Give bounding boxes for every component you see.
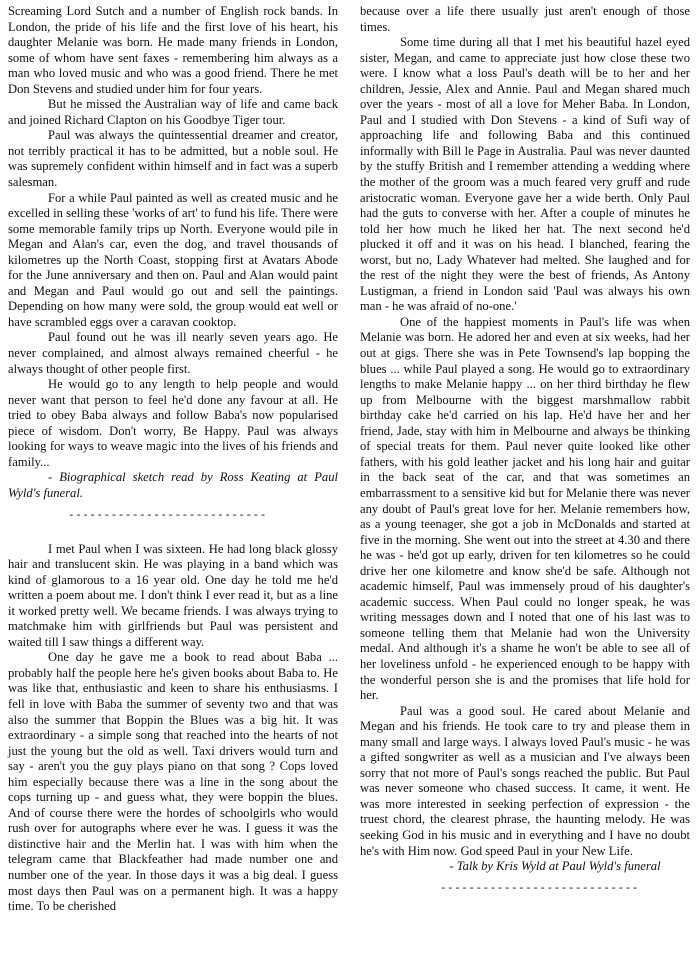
paragraph: One of the happiest moments in Paul's life was when Melanie was born. He adored her and even at six weeks, had her out at gigs. There she was in Pete Townsend's lap bopping the blues ... while Paul played a song. He would go to extraordinary lengths to make Melanie happy ... on her third birthday he flew up from Melbourne with the biggest marshmallow rabbit birthday cake he'd carried on his lap. He'd have her and her friend, Jade, stay with him in Melbourne and always be thinking of special treats for them. Paul never quite looked like other fathers, with his gold leather jacket and his long hair and guitar in the back seat of the car, and that was sometimes an embarrassment to a sensitive kid but for Melanie there was never any doubt of Paul's great love for her. Melanie remembers how, as a young teenager, she got a job in McDonalds and started at five in the morning. She went out into the street at 4.30 and there he was - he'd got up early, driven for ten kilometres so he could drive her one kilometre and know she'd be safe. Although not academic himself, Paul was immensely proud of his daughter's academic success. When Paul could no longer speak, he was writing messages down and I noted that one of his last was to someone telling them that Melanie had won the University medal. And although it's a shame he won't be able to see all of her loveliness unfold - he experienced enough to be happy with the wonderful person she is and the promises that life hold for her. <box>360 314 690 703</box>
paragraph: Some time during all that I met his beautiful hazel eyed sister, Megan, and came to appreciate just how close these two were. I know what a loss Paul's death will be to her and her children, Jessie, Alex and Annie. Paul and Megan shared much over the years - most of all a love for Meher Baba. In London, Paul and I studied with Don Stevens - a kind of Sufi way of approaching life and following Baba and this continued informally with Bill le Page in Australia. Paul was never daunted by the stuffy British and I remember attending a wedding where the mother of the groom was a much feared very gruff and rude aristocratic woman. Everyone gave her a wide berth. Only Paul had the guts to converse with her. After a couple of minutes he told her how much he liked her hat. The next second he'd plucked it off and it was on his head. I blanched, fearing the worst, but no, Lady Whatever had melted. She laughed and for the rest of the night they were the best of friends, As Antony Lustigman, a friend in London said 'Paul was always his own man - he was afraid of no-one.' <box>360 35 690 314</box>
paragraph: Paul was a good soul. He cared about Melanie and Megan and his friends. He took care to try and please them in many small and large ways. I always loved Paul's music - he was a gifted songwriter as well as a musician and I've always been sorry that not more of Paul's songs reached the public. But Paul was never someone who chased success. It came, it went. He was more interested in seeking perfection of expression - the truest chord, the clearest phrase, the haunting melody. He was seeking God in his music and in everything and I have no doubt he's with Him now. God speed Paul in your New Life. <box>360 703 690 858</box>
paragraph: Paul found out he was ill nearly seven years ago. He never complained, and almost always remained cheerful - he always thought of other people first. <box>8 330 338 376</box>
section-divider: ---------------------------- <box>68 509 267 522</box>
paragraph: One day he gave me a book to read about Baba ... probably half the people here he's given books about Baba to. He was like that, enthusiastic and keen to share his enthusiasms. I fell in love with Baba the summer of seventy two and that was also the summer that Boppin the Blues was a big hit. It was extraordinary - a simple song that reached into the hearts of not just the young but the old as well. Taxi drivers would turn and say - aren't you the guy plays piano on that song ? Cops loved him especially because there was a line in the song about the cops turning up - and guess what, they were boppin the blues. And of course there were the hordes of schoolgirls who would rush over for autographs where ever he was. I guess it was the distinctive hair and the Merlin hat. I was with him when the telegram came that Blackfeather had made number one and number one of the year. In those days it was a big deal. I guess most days then Paul was on a permanent high. It was a happy time. To be cherished <box>8 650 338 914</box>
paragraph: But he missed the Australian way of life and came back and joined Richard Clapton on his Goodbye Tiger tour. <box>8 97 338 127</box>
section-divider: ---------------------------- <box>440 882 639 895</box>
left-column <box>8 4 338 977</box>
paragraph: because over a life there usually just aren't enough of those times. <box>360 4 690 34</box>
paragraph: Paul was always the quintessential dreamer and creator, not terribly practical it has to be admitted, but a noble soul. He was supremely confident within himself and in fact was a superb salesman. <box>8 128 338 190</box>
paragraph: I met Paul when I was sixteen. He had long black glossy hair and translucent skin. He was playing in a band which was kind of glamorous to a 16 year old. One day he told me he'd written a poem about me. I don't think I ever read it, but as a line it worked pretty well. We became friends. I was always trying to matchmake him with girlfriends but Paul was persistent and waited till I saw things a different way. <box>8 541 338 649</box>
right-column <box>360 4 690 977</box>
paragraph: For a while Paul painted as well as created music and he excelled in selling these 'works of art' to fund his life. There were some memorable family trips up North. Everyone would pile in Megan and Alan's car, even the dog, and travel thousands of kilometres up the North Coast, stopping first at Avatars Abode for the June anniversary and then on. Paul and Alan would paint and Megan and Paul would go out and sell the paintings. Depending on how many were sold, the group would eat well or have scrambled eggs over a caravan cooktop. <box>8 190 338 329</box>
attribution: - Biographical sketch read by Ross Keating at Paul Wyld's funeral. <box>8 470 338 500</box>
attribution: - Talk by Kris Wyld at Paul Wyld's funeral <box>449 859 661 874</box>
paragraph: Screaming Lord Sutch and a number of English rock bands. In London, the pride of his life and the first love of his heart, his daughter Melanie was born. He made many friends in London, some of whom have sent faxes - remembering him always as a man who loved music and who was a good friend. There he met Don Stevens and studied under him for four years. <box>8 4 338 96</box>
paragraph: He would go to any length to help people and would never want that person to feel he'd done any favour at all. He tried to obey Baba always and follow Baba's now popularised piece of wisdom. Don't worry, Be Happy. Paul was always looking for ways to weave magic into the lives of his friends and family... <box>8 377 338 469</box>
